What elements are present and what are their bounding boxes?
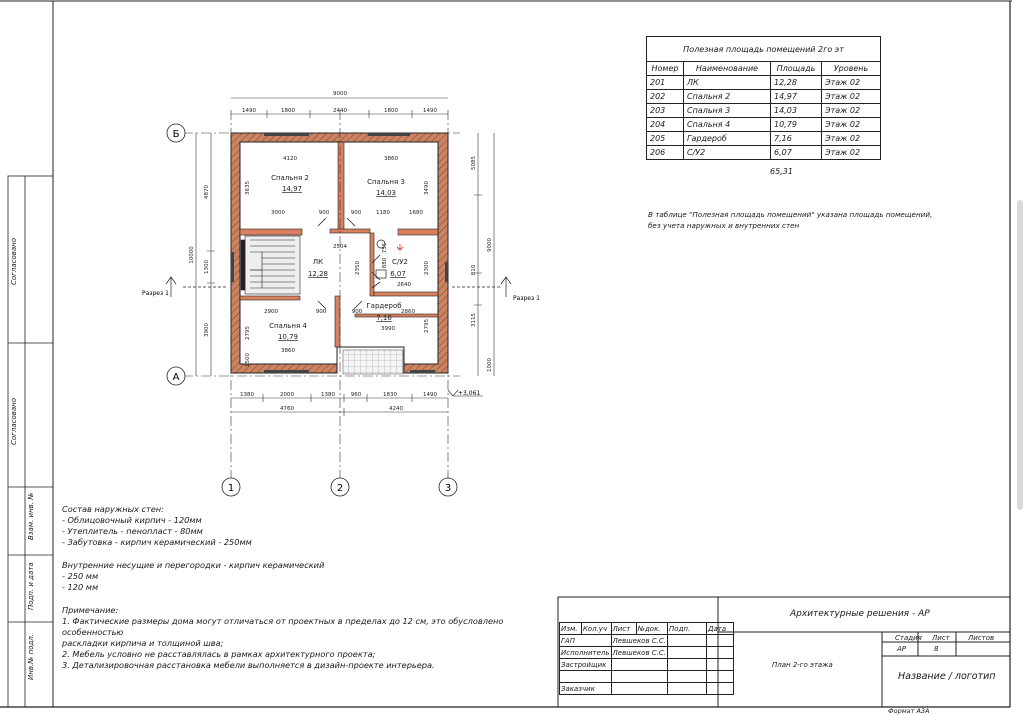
room-name: С/У2: [392, 258, 408, 266]
remarks-title: Примечание:: [62, 605, 119, 615]
dim-top: 1800: [281, 108, 295, 114]
inner-dim: 4120: [283, 156, 297, 162]
dim-right: 3115: [471, 313, 477, 327]
room-area: 7,16: [376, 314, 392, 322]
dim-bottom: 960: [350, 392, 362, 398]
dim-left: 3900: [204, 323, 210, 337]
table-row: 206 С/У2 6,07 Этаж 02: [647, 146, 881, 160]
remark-line: 1. Фактические размеры дома могут отличаться от проектных в пределах до 12 см, это обусловлено особенностью: [62, 616, 504, 637]
remark-line: 2. Мебель условно не расставлялась в рамках архитектурного проекта;: [62, 649, 376, 659]
dim-bottom: 1490: [423, 392, 437, 398]
inner-dim: 880: [382, 257, 388, 269]
axis-label-3: 3: [444, 483, 452, 494]
company-name: Название / логотип: [898, 671, 996, 682]
room-area: 14,03: [375, 189, 397, 197]
dim-right: 9000: [487, 238, 493, 252]
inner-dim: 2900: [264, 309, 278, 315]
dim-bottom: 1380: [240, 392, 254, 398]
notes-title: Состав наружных стен:: [62, 504, 164, 514]
format-label: Формат А3А: [888, 707, 930, 715]
side-inv-replace: Взам. инв. №: [27, 492, 35, 540]
inner-dim: 3000: [271, 210, 285, 216]
table-row: 202 Спальня 2 14,97 Этаж 02: [647, 90, 881, 104]
inner-dim: 755: [382, 242, 388, 254]
dim-top: 1490: [242, 108, 256, 114]
side-agreed-2: Согласовано: [10, 397, 18, 445]
dim-bottom: 1380: [321, 392, 335, 398]
side-inv-orig: Инв.№ подл.: [27, 633, 35, 680]
staircase: [241, 236, 300, 294]
col-header: Уровень: [822, 62, 881, 76]
room-name: ЛК: [312, 258, 324, 266]
room-area: 12,28: [307, 270, 329, 278]
inner-dim: 900: [351, 309, 363, 315]
stage-value: АР: [897, 645, 907, 653]
table-footnote: В таблице "Полезная площадь помещений" указана площадь помещений, без учета наружных и внутренних стен: [648, 210, 933, 230]
inner-dim: 1500: [245, 353, 251, 367]
viewer-scrollbar[interactable]: [1017, 200, 1023, 510]
dim-right: 810: [471, 264, 477, 276]
remark-line: 3. Детализировочная расстановка мебели выполняется в дизайн-проекте интерьера.: [62, 660, 435, 670]
dim-left-total: 10000: [189, 246, 195, 264]
inner-dim: 2504: [333, 244, 347, 250]
col-header: Наименование: [684, 62, 771, 76]
axis-label-2: 2: [336, 483, 344, 494]
dim-bottom: 2000: [280, 392, 294, 398]
sheets-label: Листов: [968, 634, 995, 642]
section-marks: [166, 277, 511, 297]
sheet-title: План 2-го этажа: [772, 661, 833, 669]
room-name: Спальня 2: [271, 174, 309, 182]
level-mark: [448, 390, 483, 397]
table-row: 204 Спальня 4 10,79 Этаж 02: [647, 118, 881, 132]
inner-dim: 2300: [424, 261, 430, 275]
dim-left: 4870: [204, 185, 210, 199]
project-title: Архитектурные решения - АР: [790, 609, 930, 619]
sheet-label: Лист: [932, 634, 950, 642]
inner-dim: 900: [315, 309, 327, 315]
notes-line: - Забутовка - кирпич керамический - 250мм: [62, 537, 252, 547]
room-area: 10,79: [277, 333, 299, 341]
room-name: Спальня 3: [367, 178, 405, 186]
dim-top: 1800: [384, 108, 398, 114]
side-sign-date: Подп. и дата: [27, 562, 35, 610]
inner-dim: 3860: [384, 156, 398, 162]
notes-block: [62, 504, 557, 671]
inner-dim: 900: [318, 210, 330, 216]
inner-dim: 2640: [397, 282, 411, 288]
inner-dim: 2795: [245, 326, 251, 340]
dim-bottom-2: 4760: [280, 406, 294, 412]
section-label-left: Разрез 1: [142, 290, 169, 297]
inner-dim: 900: [350, 210, 362, 216]
axis-label-a: А: [172, 372, 180, 383]
inner-dim: 2795: [424, 319, 430, 333]
dim-top: 1490: [423, 108, 437, 114]
col-header: Номер: [647, 62, 684, 76]
axis-label-1: 1: [227, 483, 235, 494]
dim-left: 1300: [204, 260, 210, 274]
table-row: 205 Гардероб 7,16 Этаж 02: [647, 132, 881, 146]
dim-bottom-2: 4240: [389, 406, 403, 412]
notes-line: - 250 мм: [62, 571, 99, 581]
notes-inner-title: Внутренние несущие и перегородки - кирпич керамический: [62, 560, 325, 570]
signature-table: Изм. Кол.уч Лист №док. Подп. Дата ГАП Левшеков С.С. Исполнитель Левшеков С.С. Застройщик Заказчик: [559, 622, 734, 695]
table-total: 65,31: [770, 167, 793, 176]
room-name: Спальня 4: [269, 322, 307, 330]
notes-line: - Утеплитель - пеноплаcт - 80мм: [62, 526, 203, 536]
inner-dim: 1680: [409, 210, 423, 216]
room-name: Гардероб: [366, 302, 402, 310]
dim-right: 1000: [487, 358, 493, 372]
dim-top: 2440: [333, 108, 347, 114]
dim-bottom: 1830: [383, 392, 397, 398]
dim-total-top: 9000: [333, 91, 347, 97]
sheet-value: 8: [934, 645, 939, 653]
remark-line: раскладки кирпича и толщиной шва;: [62, 638, 224, 648]
section-label-right: Разрез 1: [513, 295, 540, 302]
inner-dim: 3635: [245, 181, 251, 195]
col-header: Площадь: [771, 62, 822, 76]
stage-label: Стадия: [895, 634, 922, 642]
room-area: 6,07: [390, 270, 406, 278]
side-agreed-1: Согласовано: [10, 237, 18, 285]
balcony: [343, 350, 403, 374]
table-title: Полезная площадь помещений 2го эт: [647, 37, 881, 62]
inner-dim: 1180: [376, 210, 390, 216]
notes-line: - 120 мм: [62, 582, 99, 592]
inner-dim: 2860: [401, 309, 415, 315]
svg-text:+3,061: +3,061: [458, 390, 481, 397]
table-row: 203 Спальня 3 14,03 Этаж 02: [647, 104, 881, 118]
notes-line: - Облицовочный кирпич - 120мм: [62, 515, 202, 525]
room-area: 14,97: [281, 185, 303, 193]
inner-dim: 3860: [281, 348, 295, 354]
inner-dim: 3490: [424, 181, 430, 195]
inner-dim: 3990: [381, 326, 395, 332]
floor-plan: [142, 91, 540, 496]
dim-right: 5085: [471, 156, 477, 170]
table-row: 201 ЛК 12,28 Этаж 02: [647, 76, 881, 90]
axis-label-b: Б: [172, 129, 180, 140]
inner-dim: 2350: [355, 261, 361, 275]
room-area-table: [646, 36, 881, 160]
